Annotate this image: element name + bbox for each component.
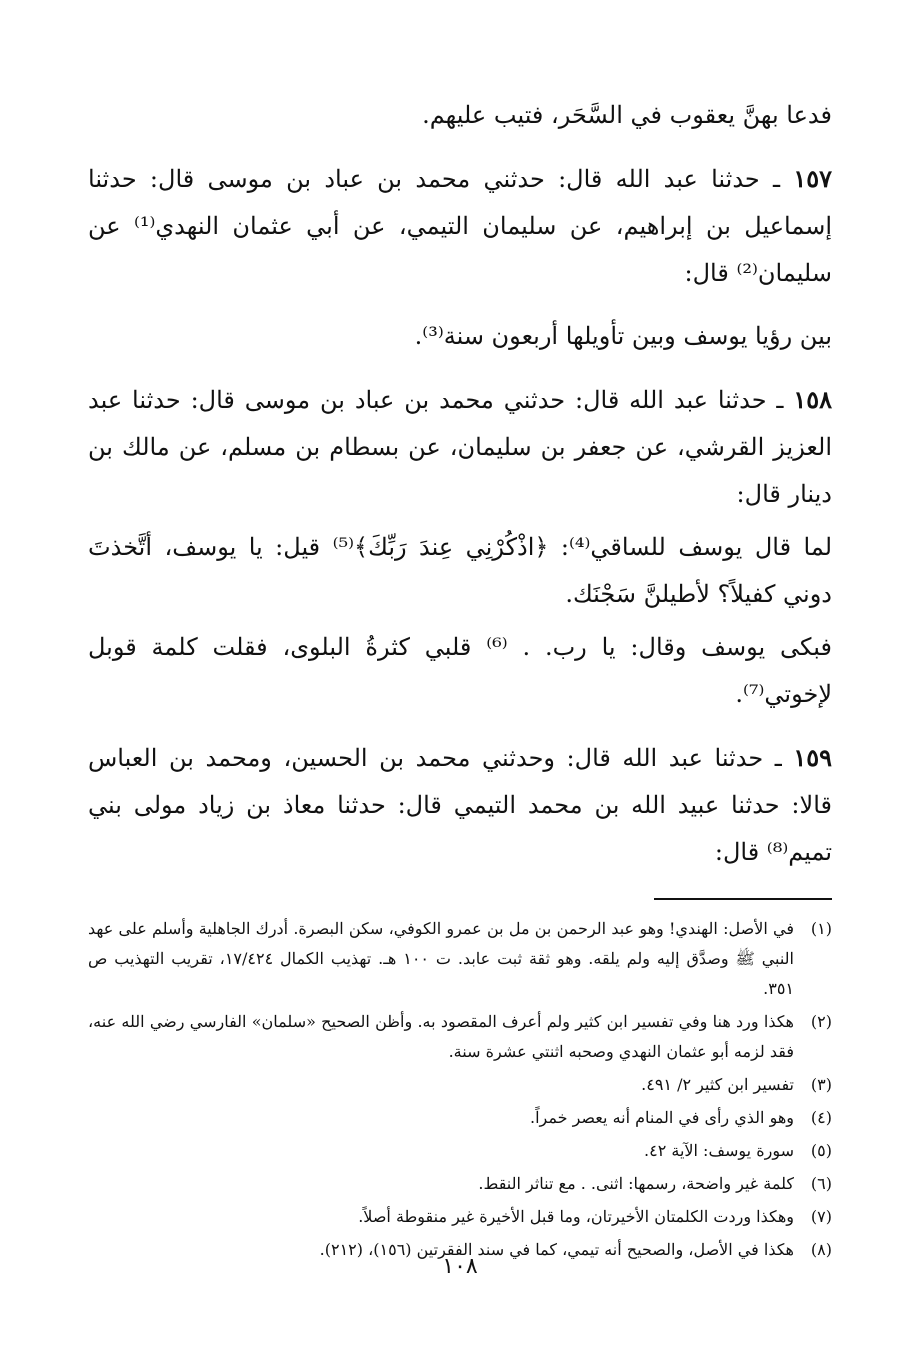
footnotes [88,914,832,1265]
footnote [88,1007,832,1067]
hadith-158-quote: لما قال يوسف للساقي⁽⁴⁾: ﴿اذْكُرْنِي عِندَ رَبِّكَ﴾⁽⁵⁾ قيل: يا يوسف، أتَّخذتَ دوني كفيلاً؟ لأطيلنَّ سَجْنَك. [88,533,833,608]
footnote-text: هكذا في الأصل، والصحيح أنه تيمي، كما في سند الفقرتين (١٥٦)، (٢١٢). [319,1240,794,1259]
footnote-text: سورة يوسف: الآية ٤٢. [644,1141,794,1160]
hadith-158-quote-cont: فبكى يوسف وقال: يا رب. . ⁽⁶⁾ قلبي كثرةُ البلوى، فقلت كلمة قوبل لإخوتي⁽⁷⁾. [88,633,832,708]
footnote-text: تفسير ابن كثير ٢/ ٤٩١. [641,1075,794,1094]
footnote-separator [654,898,832,900]
footnote [88,1136,832,1166]
footnote-number: (٣) [810,1075,832,1094]
hadith-chain: ـ حدثنا عبد الله قال: وحدثني محمد بن الحسين، ومحمد بن العباس قالا: حدثنا عبيد الله بن محمد التيمي قال: حدثنا معاذ بن زياد مولى بني تميم⁽⁸⁾ قال: [88,744,832,866]
footnote-text: وهكذا وردت الكلمتان الأخيرتان، وما قبل الأخيرة غير منقوطة أصلاً. [358,1207,794,1226]
footnote-number: (٤) [810,1108,832,1127]
footnote [88,1169,832,1199]
footnote [88,1103,832,1133]
hadith-chain: ـ حدثنا عبد الله قال: حدثني محمد بن عباد بن موسى قال: حدثنا عبد العزيز القرشي، عن جعفر بن سليمان، عن بسطام بن مسلم، عن مالك بن دينار قال: [88,386,832,508]
footnote-number: (٢) [810,1012,832,1031]
hadith-158 [88,376,832,518]
footnote-text: كلمة غير واضحة، رسمها: اثنى. . مع تناثر النقط. [478,1174,794,1193]
hadith-159 [88,734,832,876]
footnote-number: (٨) [810,1240,832,1259]
hadith-number: ١٥٨ [793,385,832,414]
hadith-number: ١٥٩ [793,743,832,772]
footnote [88,1070,832,1100]
hadith-chain: ـ حدثنا عبد الله قال: حدثني محمد بن عباد بن موسى قال: حدثنا إسماعيل بن إبراهيم، عن سليمان التيمي، عن أبي عثمان النهدي⁽¹⁾ عن سليمان⁽²⁾ قال: [88,165,832,287]
hadith-157 [88,155,832,297]
footnote [88,914,832,1004]
footnote-text: في الأصل: الهندي! وهو عبد الرحمن بن مل بن عمرو الكوفي، سكن البصرة. أدرك الجاهلية وأسلم على عهد النبي ﷺ وصدَّق إليه ولم يلقه. وهو ثقة ثبت عابد. ت ١٠٠ هـ. تهذيب الكمال ١٧/٤٢٤، تقريب التهذيب ص ٣٥١. [88,919,795,998]
page-number: ١٠٨ [442,1254,478,1279]
footnote-text: هكذا ورد هنا وفي تفسير ابن كثير ولم أعرف المقصود به. وأظن الصحيح «سلمان» الفارسي رضي الله عنه، فقد لزمه أبو عثمان النهدي وصحبه اثنتي عشرة سنة. [88,1012,794,1061]
footnote-number: (٦) [810,1174,832,1193]
hadith-157-quote: بين رؤيا يوسف وبين تأويلها أربعون سنة⁽³⁾. [414,322,832,350]
hadith-number: ١٥٧ [793,164,832,193]
footnote [88,1202,832,1232]
main-text [88,92,832,876]
footnote-number: (١) [810,919,832,938]
footnote-number: (٥) [810,1141,832,1160]
paragraph-intro: فدعا بهنَّ يعقوب في السَّحَر، فتيب عليهم. [422,101,832,129]
footnote-text: وهو الذي رأى في المنام أنه يعصر خمراً. [530,1108,794,1127]
footnote-number: (٧) [810,1207,832,1226]
